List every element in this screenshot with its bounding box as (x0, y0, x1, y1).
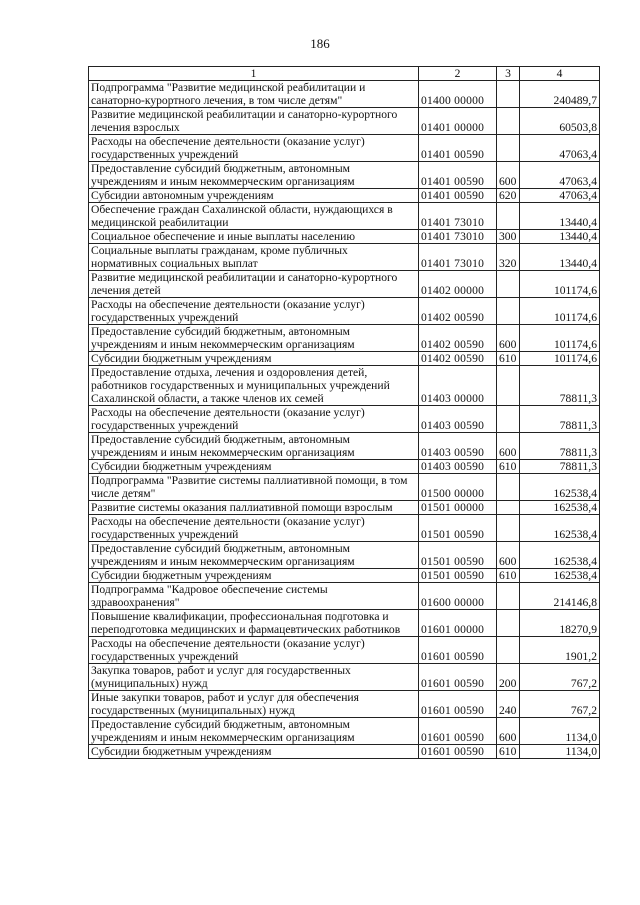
code-cell: 01601 00000 (419, 610, 497, 637)
name-cell: Предоставление субсидий бюджетным, автономным учреждениям и иным некоммерческим организациям (89, 433, 419, 460)
code-cell: 01601 00590 (419, 691, 497, 718)
name-cell: Расходы на обеспечение деятельности (оказание услуг) государственных учреждений (89, 515, 419, 542)
expense-type-cell: 320 (497, 244, 520, 271)
expense-type-cell: 600 (497, 162, 520, 189)
amount-cell: 78811,3 (520, 433, 600, 460)
amount-cell: 101174,6 (520, 325, 600, 352)
expense-type-cell (497, 271, 520, 298)
name-cell: Развитие медицинской реабилитации и санаторно-курортного лечения взрослых (89, 108, 419, 135)
amount-cell: 767,2 (520, 664, 600, 691)
name-cell: Субсидии бюджетным учреждениям (89, 460, 419, 474)
expense-type-cell: 610 (497, 460, 520, 474)
amount-cell: 47063,4 (520, 189, 600, 203)
amount-cell: 18270,9 (520, 610, 600, 637)
code-cell: 01402 00590 (419, 325, 497, 352)
code-cell: 01402 00590 (419, 352, 497, 366)
table-row (89, 542, 600, 569)
code-cell: 01601 00590 (419, 637, 497, 664)
table-row (89, 691, 600, 718)
name-cell: Предоставление субсидий бюджетным, автономным учреждениям и иным некоммерческим организациям (89, 325, 419, 352)
code-cell: 01402 00590 (419, 298, 497, 325)
amount-cell: 1134,0 (520, 718, 600, 745)
code-cell: 01601 00590 (419, 718, 497, 745)
name-cell: Подпрограмма "Кадровое обеспечение системы здравоохранения" (89, 583, 419, 610)
table-row (89, 162, 600, 189)
column-header: 2 (419, 67, 497, 81)
name-cell: Расходы на обеспечение деятельности (оказание услуг) государственных учреждений (89, 637, 419, 664)
amount-cell: 13440,4 (520, 230, 600, 244)
table-row (89, 433, 600, 460)
code-cell: 01401 00590 (419, 162, 497, 189)
table-row (89, 189, 600, 203)
budget-table (88, 66, 600, 759)
table-row (89, 135, 600, 162)
name-cell: Повышение квалификации, профессиональная подготовка и переподготовка медицинских и фармацевтических работников (89, 610, 419, 637)
code-cell: 01403 00590 (419, 460, 497, 474)
amount-cell: 240489,7 (520, 81, 600, 108)
expense-type-cell (497, 81, 520, 108)
expense-type-cell (497, 135, 520, 162)
amount-cell: 214146,8 (520, 583, 600, 610)
expense-type-cell: 600 (497, 718, 520, 745)
name-cell: Расходы на обеспечение деятельности (оказание услуг) государственных учреждений (89, 406, 419, 433)
table-row (89, 244, 600, 271)
name-cell: Субсидии бюджетным учреждениям (89, 569, 419, 583)
amount-cell: 13440,4 (520, 203, 600, 230)
amount-cell: 78811,3 (520, 460, 600, 474)
expense-type-cell: 300 (497, 230, 520, 244)
name-cell: Расходы на обеспечение деятельности (оказание услуг) государственных учреждений (89, 135, 419, 162)
code-cell: 01501 00590 (419, 515, 497, 542)
amount-cell: 47063,4 (520, 162, 600, 189)
amount-cell: 162538,4 (520, 474, 600, 501)
table-row (89, 352, 600, 366)
table-row (89, 460, 600, 474)
expense-type-cell (497, 298, 520, 325)
amount-cell: 101174,6 (520, 298, 600, 325)
name-cell: Подпрограмма "Развитие медицинской реабилитации и санаторно-курортного лечения, в том числе детям" (89, 81, 419, 108)
code-cell: 01401 73010 (419, 244, 497, 271)
table-row (89, 81, 600, 108)
expense-type-cell (497, 501, 520, 515)
expense-type-cell: 610 (497, 745, 520, 759)
table-row (89, 745, 600, 759)
amount-cell: 1901,2 (520, 637, 600, 664)
name-cell: Предоставление субсидий бюджетным, автономным учреждениям и иным некоммерческим организациям (89, 718, 419, 745)
code-cell: 01401 00590 (419, 189, 497, 203)
code-cell: 01500 00000 (419, 474, 497, 501)
table-body (89, 81, 600, 759)
amount-cell: 162538,4 (520, 569, 600, 583)
expense-type-cell: 610 (497, 569, 520, 583)
amount-cell: 1134,0 (520, 745, 600, 759)
table-row (89, 271, 600, 298)
code-cell: 01401 73010 (419, 203, 497, 230)
name-cell: Подпрограмма "Развитие системы паллиативной помощи, в том числе детям" (89, 474, 419, 501)
table-row (89, 325, 600, 352)
name-cell: Субсидии автономным учреждениям (89, 189, 419, 203)
expense-type-cell: 610 (497, 352, 520, 366)
name-cell: Социальные выплаты гражданам, кроме публичных нормативных социальных выплат (89, 244, 419, 271)
table-row (89, 637, 600, 664)
expense-type-cell (497, 474, 520, 501)
amount-cell: 78811,3 (520, 406, 600, 433)
expense-type-cell: 200 (497, 664, 520, 691)
code-cell: 01600 00000 (419, 583, 497, 610)
code-cell: 01400 00000 (419, 81, 497, 108)
expense-type-cell: 600 (497, 542, 520, 569)
amount-cell: 60503,8 (520, 108, 600, 135)
code-cell: 01403 00590 (419, 433, 497, 460)
expense-type-cell (497, 366, 520, 406)
table-row (89, 366, 600, 406)
page-number: 186 (310, 36, 330, 51)
column-header: 4 (520, 67, 600, 81)
code-cell: 01601 00590 (419, 664, 497, 691)
code-cell: 01401 00590 (419, 135, 497, 162)
table-row (89, 501, 600, 515)
name-cell: Развитие системы оказания паллиативной помощи взрослым (89, 501, 419, 515)
name-cell: Предоставление субсидий бюджетным, автономным учреждениям и иным некоммерческим организациям (89, 542, 419, 569)
header-row (89, 67, 600, 81)
code-cell: 01401 73010 (419, 230, 497, 244)
table-row (89, 515, 600, 542)
expense-type-cell: 620 (497, 189, 520, 203)
table-row (89, 583, 600, 610)
amount-cell: 78811,3 (520, 366, 600, 406)
amount-cell: 101174,6 (520, 271, 600, 298)
amount-cell: 162538,4 (520, 542, 600, 569)
table-row (89, 298, 600, 325)
amount-cell: 162538,4 (520, 515, 600, 542)
name-cell: Социальное обеспечение и иные выплаты населению (89, 230, 419, 244)
code-cell: 01402 00000 (419, 271, 497, 298)
name-cell: Субсидии бюджетным учреждениям (89, 352, 419, 366)
table-row (89, 230, 600, 244)
code-cell: 01403 00590 (419, 406, 497, 433)
expense-type-cell (497, 406, 520, 433)
name-cell: Предоставление субсидий бюджетным, автономным учреждениям и иным некоммерческим организациям (89, 162, 419, 189)
amount-cell: 47063,4 (520, 135, 600, 162)
expense-type-cell (497, 610, 520, 637)
amount-cell: 101174,6 (520, 352, 600, 366)
table-row (89, 569, 600, 583)
amount-cell: 13440,4 (520, 244, 600, 271)
expense-type-cell (497, 637, 520, 664)
name-cell: Развитие медицинской реабилитации и санаторно-курортного лечения детей (89, 271, 419, 298)
table-row (89, 664, 600, 691)
name-cell: Расходы на обеспечение деятельности (оказание услуг) государственных учреждений (89, 298, 419, 325)
amount-cell: 162538,4 (520, 501, 600, 515)
expense-type-cell: 240 (497, 691, 520, 718)
code-cell: 01501 00590 (419, 542, 497, 569)
table-row (89, 203, 600, 230)
table-row (89, 406, 600, 433)
name-cell: Субсидии бюджетным учреждениям (89, 745, 419, 759)
column-header: 3 (497, 67, 520, 81)
amount-cell: 767,2 (520, 691, 600, 718)
name-cell: Предоставление отдыха, лечения и оздоровления детей, работников государственных и муниципальных учреждений Сахалинской области, а также членов их семей (89, 366, 419, 406)
code-cell: 01501 00000 (419, 501, 497, 515)
code-cell: 01601 00590 (419, 745, 497, 759)
code-cell: 01401 00000 (419, 108, 497, 135)
table-row (89, 108, 600, 135)
table-row (89, 474, 600, 501)
column-header: 1 (89, 67, 419, 81)
code-cell: 01501 00590 (419, 569, 497, 583)
name-cell: Иные закупки товаров, работ и услуг для обеспечения государственных (муниципальных) нужд (89, 691, 419, 718)
table-row (89, 718, 600, 745)
expense-type-cell (497, 108, 520, 135)
expense-type-cell: 600 (497, 325, 520, 352)
expense-type-cell (497, 203, 520, 230)
code-cell: 01403 00000 (419, 366, 497, 406)
expense-type-cell (497, 515, 520, 542)
expense-type-cell: 600 (497, 433, 520, 460)
expense-type-cell (497, 583, 520, 610)
name-cell: Обеспечение граждан Сахалинской области, нуждающихся в медицинской реабилитации (89, 203, 419, 230)
name-cell: Закупка товаров, работ и услуг для государственных (муниципальных) нужд (89, 664, 419, 691)
table-row (89, 610, 600, 637)
